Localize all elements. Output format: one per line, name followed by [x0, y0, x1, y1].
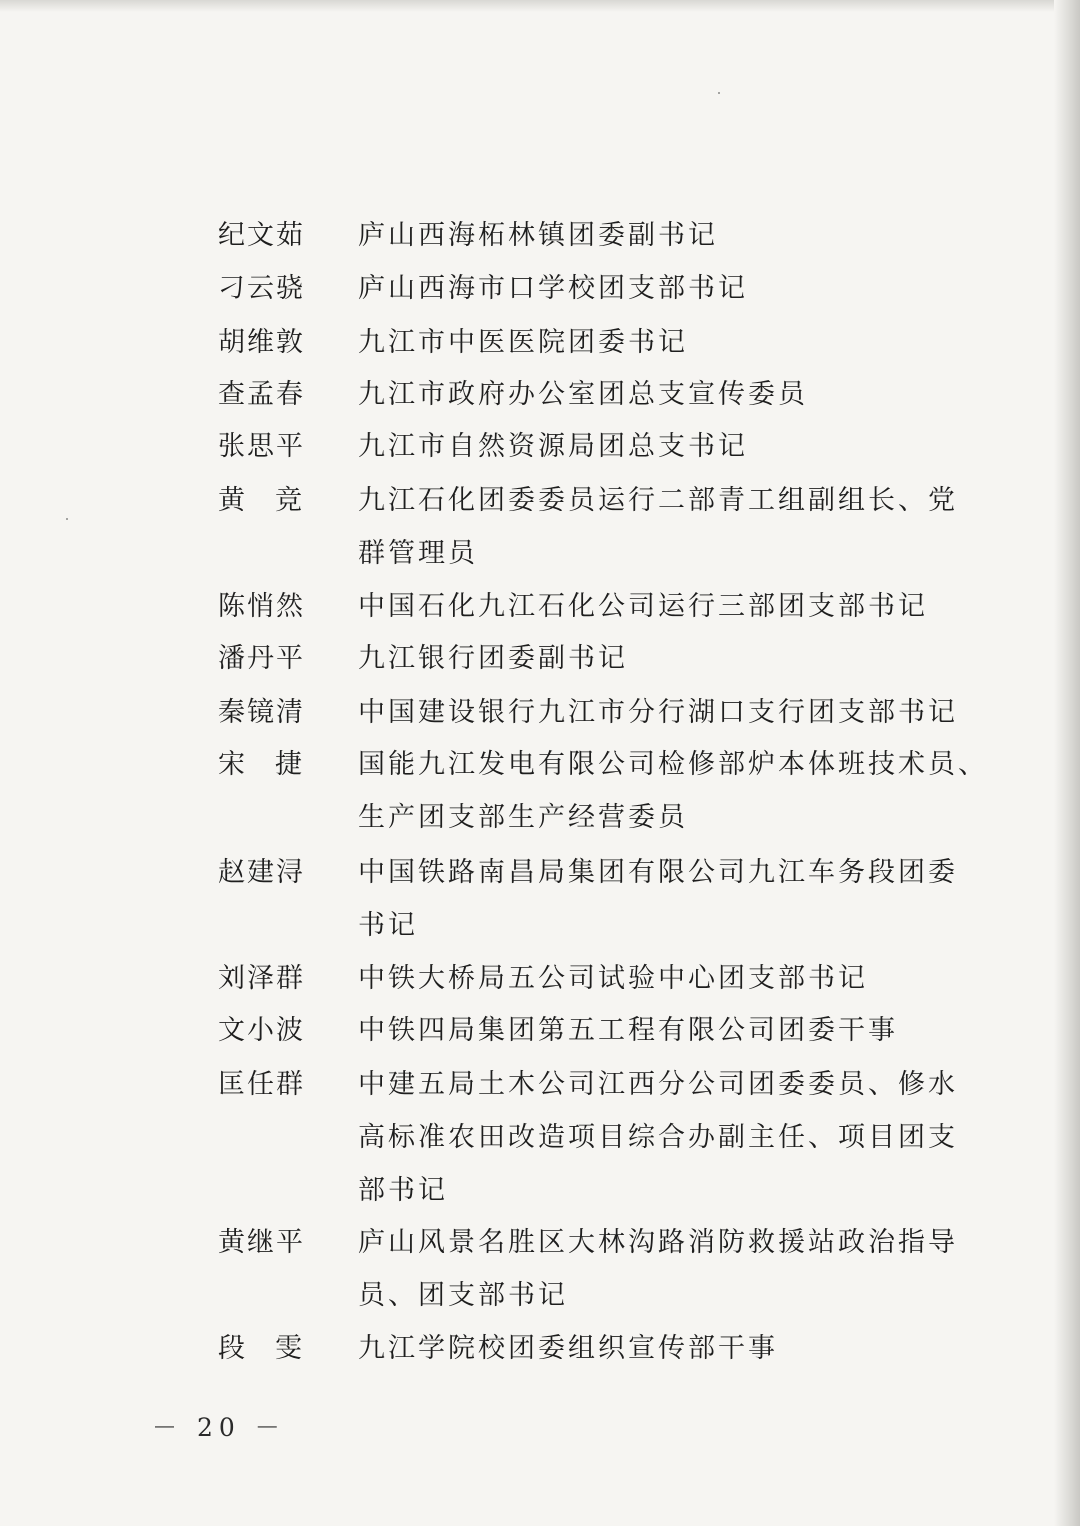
- member-name: 纪文茹: [218, 220, 305, 251]
- member-name: 秦镜清: [218, 697, 305, 728]
- member-name: 潘丹平: [218, 643, 305, 674]
- member-role-line: 九江石化团委委员运行二部青工组副组长、党: [358, 485, 958, 516]
- member-role-line: 高标准农田改造项目综合办副主任、项目团支: [358, 1122, 958, 1153]
- member-role-line: 中国石化九江石化公司运行三部团支部书记: [358, 591, 928, 622]
- member-role-line: 中建五局土木公司江西分公司团委委员、修水: [358, 1069, 958, 1100]
- member-name-char: 雯: [275, 1333, 302, 1364]
- member-role-line: 庐山西海市口学校团支部书记: [358, 273, 748, 304]
- member-role-line: 部书记: [358, 1175, 448, 1206]
- member-role-line: 九江市中医医院团委书记: [358, 327, 688, 358]
- member-name: 刘泽群: [218, 963, 305, 994]
- member-role-line: 生产团支部生产经营委员: [358, 802, 688, 833]
- member-role-line: 员、团支部书记: [358, 1280, 568, 1311]
- member-name: 匡任群: [218, 1069, 305, 1100]
- member-role-line: 九江学院校团委组织宣传部干事: [358, 1333, 778, 1364]
- member-role-line: 庐山风景名胜区大林沟路消防救援站政治指导: [358, 1227, 958, 1258]
- member-name-char: 黄: [218, 485, 245, 516]
- member-name: 刁云骁: [218, 273, 305, 304]
- member-role-line: 中国铁路南昌局集团有限公司九江车务段团委: [358, 857, 958, 888]
- member-name: 赵建浔: [218, 857, 305, 888]
- page-number: － 20 －: [152, 1413, 286, 1442]
- member-name-char: 捷: [275, 749, 302, 780]
- member-name: [218, 474, 302, 527]
- member-name: [218, 1322, 302, 1375]
- member-role-line: 九江市自然资源局团总支书记: [358, 431, 748, 462]
- member-name: 查孟春: [218, 379, 305, 410]
- member-name: 陈悄然: [218, 591, 305, 622]
- member-name: 文小波: [218, 1015, 305, 1046]
- member-role-line: 中国建设银行九江市分行湖口支行团支部书记: [358, 697, 958, 728]
- member-name-char: 竞: [275, 485, 302, 516]
- member-role-line: 中铁大桥局五公司试验中心团支部书记: [358, 963, 868, 994]
- member-role-line: 庐山西海柘林镇团委副书记: [358, 220, 718, 251]
- member-role-line: 九江银行团委副书记: [358, 643, 628, 674]
- member-name: 张思平: [218, 431, 305, 462]
- member-name: [218, 738, 302, 791]
- member-role-line: 群管理员: [358, 538, 478, 569]
- member-name: 黄继平: [218, 1227, 305, 1258]
- member-role-line: 国能九江发电有限公司检修部炉本体班技术员、: [358, 749, 988, 780]
- member-role-line: 九江市政府办公室团总支宣传委员: [358, 379, 808, 410]
- member-role-line: 中铁四局集团第五工程有限公司团委干事: [358, 1015, 898, 1046]
- member-role-line: 书记: [358, 910, 418, 941]
- member-name-char: 段: [218, 1333, 245, 1364]
- member-name: 胡维敦: [218, 327, 305, 358]
- member-name-char: 宋: [218, 749, 245, 780]
